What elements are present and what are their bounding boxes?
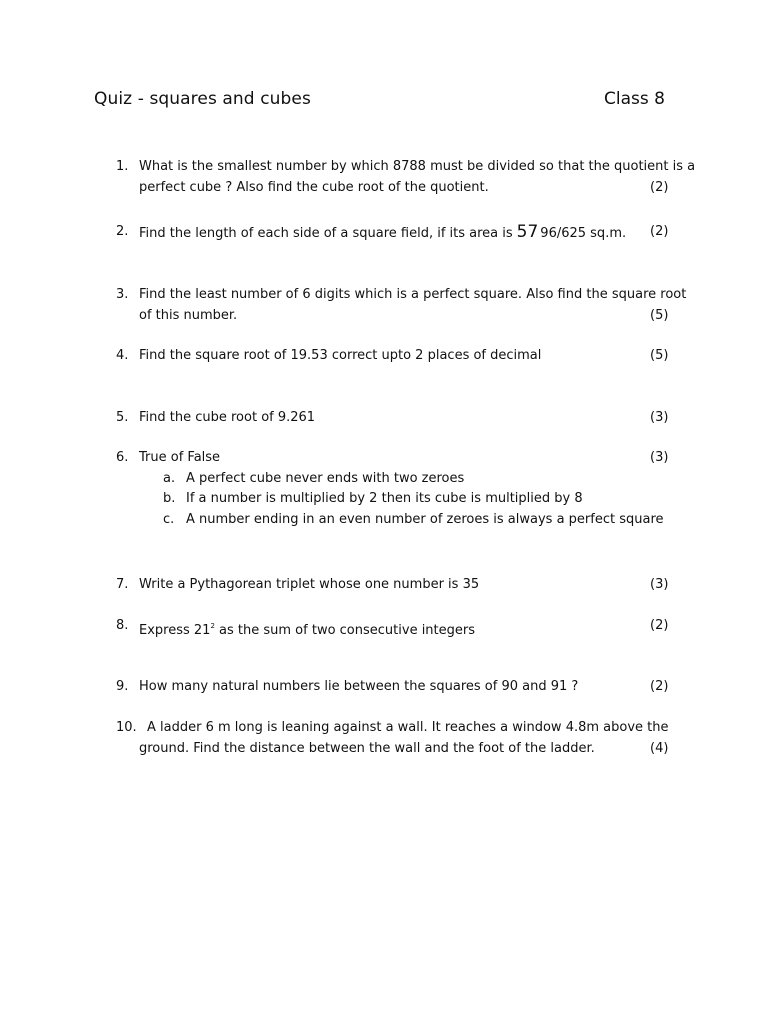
quiz-title: Quiz - squares and cubes — [94, 89, 311, 109]
question-marks: (3) — [650, 450, 669, 465]
question-text-line-1 — [139, 616, 475, 642]
question-text-line-1: Write a Pythagorean triplet whose one number is 35 — [139, 577, 480, 592]
question-text-line-1: What is the smallest number by which 8788 must be divided so that the quotient is a — [139, 159, 696, 174]
question-number: 3. — [116, 287, 129, 302]
sub-item-text: If a number is multiplied by 2 then its cube is multiplied by 8 — [186, 491, 583, 506]
sub-item-text: A perfect cube never ends with two zeroes — [186, 471, 465, 486]
question-marks: (2) — [650, 180, 669, 195]
question-text-line-1: Find the least number of 6 digits which is a perfect square. Also find the square root — [139, 287, 687, 302]
question-number: 5. — [116, 410, 129, 425]
mixed-number-fraction: 96/625 sq.m. — [540, 226, 627, 241]
question-text-line-1: True of False — [139, 450, 221, 465]
question-text-after: as the sum of two consecutive integers — [214, 623, 476, 638]
sub-item-letter: c. — [163, 512, 175, 527]
question-text-line-1: Find the square root of 19.53 correct upto 2 places of decimal — [139, 348, 542, 363]
question-number: 7. — [116, 577, 129, 592]
question-marks: (4) — [650, 741, 669, 756]
question-text-line-1 — [139, 222, 626, 245]
sub-item-text: A number ending in an even number of zeroes is always a perfect square — [186, 512, 664, 527]
question-text-before: Express 21 — [139, 623, 211, 638]
question-number: 2. — [116, 224, 129, 239]
superscript-exponent: 2 — [210, 622, 215, 630]
question-marks: (2) — [650, 618, 669, 633]
question-text-line-1: Find the cube root of 9.261 — [139, 410, 316, 425]
mixed-number-whole: 57 — [516, 222, 539, 242]
question-marks: (3) — [650, 577, 669, 592]
sub-item-letter: b. — [163, 491, 176, 506]
question-marks: (5) — [650, 308, 669, 323]
question-text-line-2: ground. Find the distance between the wall and the foot of the ladder. — [139, 741, 595, 756]
question-number: 8. — [116, 618, 129, 633]
question-marks: (2) — [650, 224, 669, 239]
question-text-line-2: of this number. — [139, 308, 238, 323]
question-text-line-1: How many natural numbers lie between the squares of 90 and 91 ? — [139, 679, 579, 694]
question-number: 9. — [116, 679, 129, 694]
question-number: 4. — [116, 348, 129, 363]
class-label: Class 8 — [604, 89, 665, 109]
question-marks: (5) — [650, 348, 669, 363]
question-marks: (3) — [650, 410, 669, 425]
question-marks: (2) — [650, 679, 669, 694]
question-text-before: Find the length of each side of a square field, if its area is — [139, 226, 513, 241]
question-text-line-2: perfect cube ? Also find the cube root of the quotient. — [139, 180, 489, 195]
question-number: 1. — [116, 159, 129, 174]
question-number: 10. — [116, 720, 137, 735]
sub-item-letter: a. — [163, 471, 176, 486]
question-number: 6. — [116, 450, 129, 465]
question-text-line-1: A ladder 6 m long is leaning against a wall. It reaches a window 4.8m above the — [147, 720, 669, 735]
